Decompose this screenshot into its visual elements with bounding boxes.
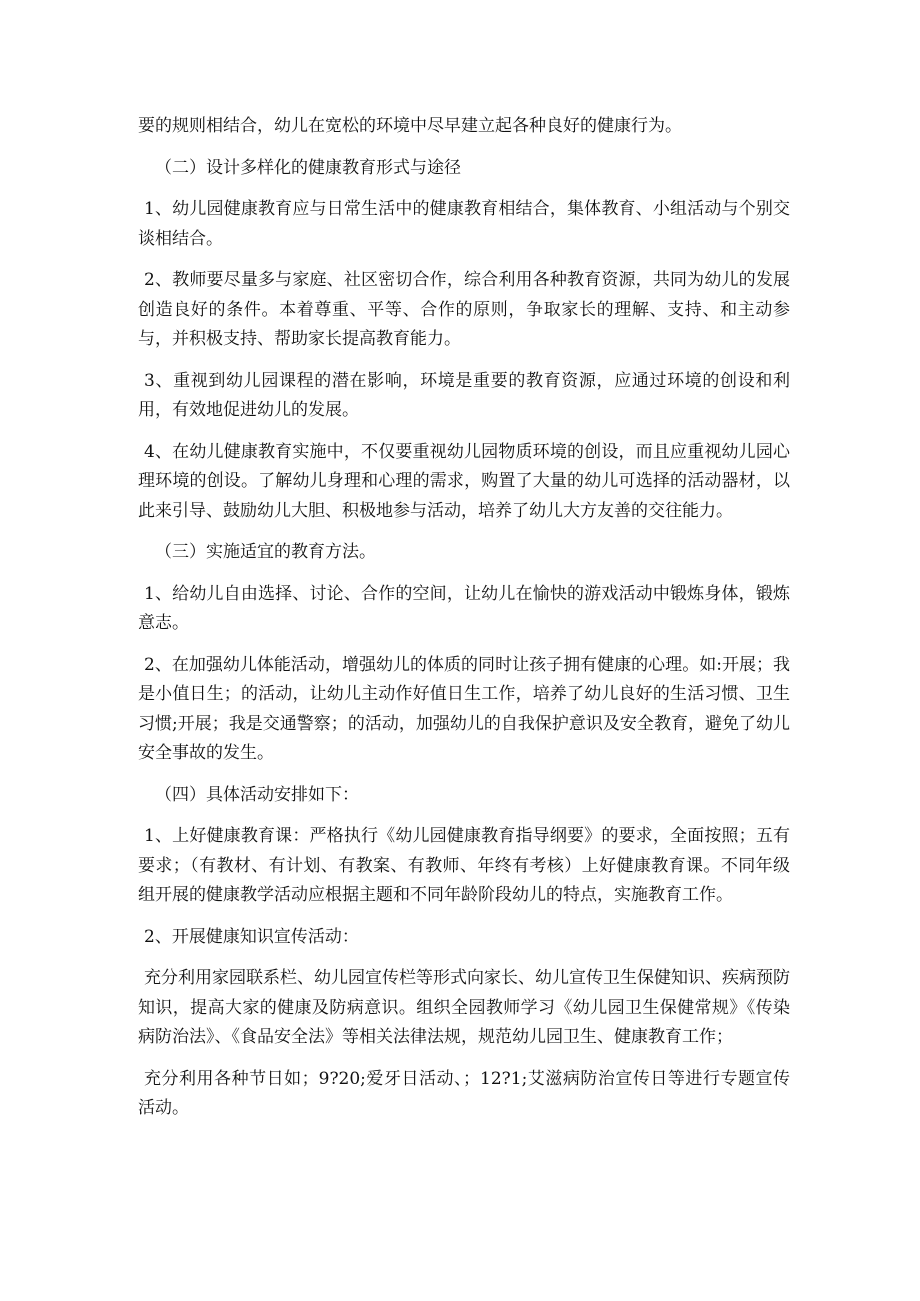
list-item-2-2: 2、教师要尽量多与家庭、社区密切合作，综合利用各种教育资源，共同为幼儿的发展创造良好的条件。本着尊重、平等、合作的原则，争取家长的理解、支持、和主动参与，并积极支持、帮助家长提高教育能力。 — [138, 270, 790, 349]
list-item-3-1: 1、给幼儿自由选择、讨论、合作的空间，让幼儿在愉快的游戏活动中锻炼身体，锻炼意志。 — [138, 583, 790, 633]
section-heading-4: （四）具体活动安排如下： — [155, 784, 359, 805]
section-heading-3: （三）实施适宜的教育方法。 — [155, 542, 376, 562]
list-item-2-1: 1、幼儿园健康教育应与日常生活中的健康教育相结合，集体教育、小组活动与个别交谈相结合。 — [138, 199, 790, 249]
body-paragraph-festivals: 充分利用各种节日如；9?20;爱牙日活动、；12?1;艾滋病防治宣传日等进行专题宣传活动。 — [138, 1068, 790, 1118]
list-item-2-3: 3、重视到幼儿园课程的潜在影响，环境是重要的教育资源，应通过环境的创设和利用，有效地促进幼儿的发展。 — [138, 370, 790, 420]
document-body — [138, 112, 790, 1136]
list-item-4-2: 2、开展健康知识宣传活动： — [144, 926, 359, 947]
section-heading-2: （二）设计多样化的健康教育形式与途径 — [155, 157, 461, 178]
list-item-3-2: 2、在加强幼儿体能活动，增强幼儿的体质的同时让孩子拥有健康的心理。如:开展；我是小值日生；的活动，让幼儿主动作好值日生工作，培养了幼儿良好的生活习惯、卫生习惯;开展；我是交通警察；的活动，加强幼儿的自我保护意识及安全教育，避免了幼儿安全事故的发生。 — [138, 654, 790, 763]
body-paragraph-publicity: 充分利用家园联系栏、幼儿园宣传栏等形式向家长、幼儿宣传卫生保健知识、疾病预防知识，提高大家的健康及防病意识。组织全园教师学习《幼儿园卫生保健常规》《传染病防治法》、《食品安全法》等相关法律法规，规范幼儿园卫生、健康教育工作； — [138, 968, 790, 1047]
list-item-2-4: 4、在幼儿健康教育实施中，不仅要重视幼儿园物质环境的创设，而且应重视幼儿园心理环境的创设。了解幼儿身理和心理的需求，购置了大量的幼儿可选择的活动器材，以此来引导、鼓励幼儿大胆、积极地参与活动，培养了幼儿大方友善的交往能力。 — [138, 441, 790, 521]
paragraph-continuation: 要的规则相结合，幼儿在宽松的环境中尽早建立起各种良好的健康行为。 — [138, 116, 682, 136]
list-item-4-1: 1、上好健康教育课：严格执行《幼儿园健康教育指导纲要》的要求，全面按照；五有要求；（有教材、有计划、有教案、有教师、年终有考核）上好健康教育课。不同年级组开展的健康教学活动应根据主题和不同年龄阶段幼儿的特点，实施教育工作。 — [138, 826, 790, 905]
